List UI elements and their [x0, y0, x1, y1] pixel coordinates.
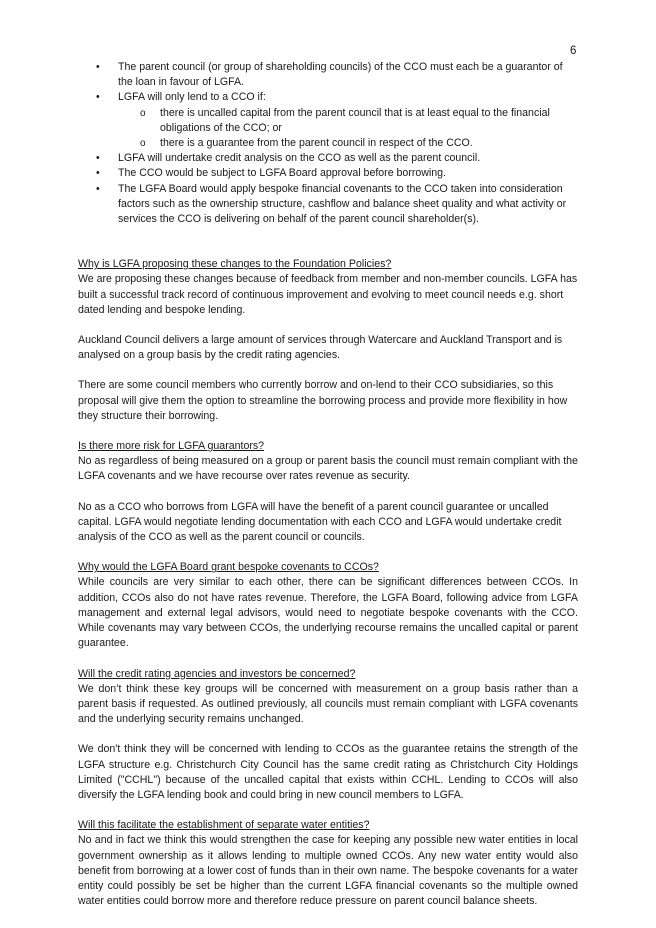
- page-number: 6: [570, 45, 577, 57]
- paragraph: Auckland Council delivers a large amount of services through Watercare and Auckland Transport and is analysed on a group basis by the credit rating agencies.: [78, 334, 563, 362]
- conditions-list: [78, 60, 578, 227]
- paragraph: We don’t think these key groups will be concerned with measurement on a group basis rather than a parent basis if requested. As outlined previously, all councils must remain compliant with LGFA covenants and the underlying security remains unchanged.: [78, 682, 578, 726]
- list-item: • The LGFA Board would apply bespoke financial covenants to the CCO taken into consideration factors such as the ownership structure, cashflow and balance sheet quality and what activity or services the CCO is delivering on behalf of the parent council shareholder(s).: [78, 182, 578, 228]
- list-item: • The parent council (or group of shareholding councils) of the CCO must each be a guarantor of the loan in favour of LGFA.: [78, 60, 578, 90]
- section-heading: Why is LGFA proposing these changes to the Foundation Policies?: [78, 258, 392, 271]
- list-item-label: LGFA will only lend to a CCO if:: [118, 91, 266, 104]
- paragraph: We don't think they will be concerned with lending to CCOs as the guarantee retains the strength of the LGFA structure e.g. Christchurch City Council has the same credit rating as Christchurch City Holdings Limited ("CCHL") because of the uncalled capital that exists within CCHL. Lending to CCOs will also diversify the LGFA lending book and could bring in new council members to LGFA.: [78, 743, 578, 801]
- paragraph: No as regardless of being measured on a group or parent basis the council must remain compliant with the LGFA covenants and we have recourse over rates revenue as security.: [78, 455, 578, 483]
- document-body: [78, 60, 578, 909]
- list-item: • The CCO would be subject to LGFA Board approval before borrowing.: [78, 166, 578, 181]
- section-heading: Will this facilitate the establishment of separate water entities?: [78, 819, 370, 832]
- section-heading: Why would the LGFA Board grant bespoke covenants to CCOs?: [78, 561, 379, 574]
- list-item: • LGFA will undertake credit analysis on the CCO as well as the parent council.: [78, 151, 578, 166]
- section-heading: Is there more risk for LGFA guarantors?: [78, 440, 265, 453]
- paragraph: No as a CCO who borrows from LGFA will have the benefit of a parent council guarantee or uncalled capital. LGFA would negotiate lending documentation with each CCO and LGFA would undertake credit analysis of the CCO as well as the parent council or councils.: [78, 500, 562, 544]
- paragraph: We are proposing these changes because of feedback from member and non-member councils. LGFA has built a successful track record of continuous improvement and evolving to meet council needs e.g. short dated lending and bespoke lending.: [78, 273, 578, 316]
- paragraph: There are some council members who currently borrow and on-lend to their CCO subsidiaries, so this proposal will give them the option to streamline the borrowing process and provide more flexibility in how they structure their borrowing.: [78, 379, 568, 422]
- sub-list: [118, 106, 578, 152]
- list-item: [78, 90, 578, 151]
- paragraph: No and in fact we think this would strengthen the case for keeping any possible new water entities in local government ownership as it allows lending to multiple owned CCOs. Any new water entity would also benefit from borrowing at a lower cost of funds than in their own name. The bespoke covenants for a water entity could possibly be set be higher than the current LGFA financial covenants so the multiple owned water entities could borrow more and therefore reduce pressure on parent council balance sheets.: [78, 834, 578, 908]
- section-heading: Will the credit rating agencies and investors be concerned?: [78, 667, 356, 680]
- sub-list-item: o there is uncalled capital from the parent council that is at least equal to the financial obligations of the CCO; or: [118, 106, 578, 136]
- sub-list-item: o there is a guarantee from the parent council in respect of the CCO.: [118, 136, 578, 151]
- paragraph: While councils are very similar to each other, there can be significant differences between CCOs. In addition, CCOs also do not have rates revenue. Therefore, the LGFA Board, following advice from LGFA management and external legal advisors, would need to negotiate bespoke covenants with the CCO. While covenants may vary between CCOs, the underlying recourse remains the uncalled capital or parent guarantee.: [78, 576, 578, 650]
